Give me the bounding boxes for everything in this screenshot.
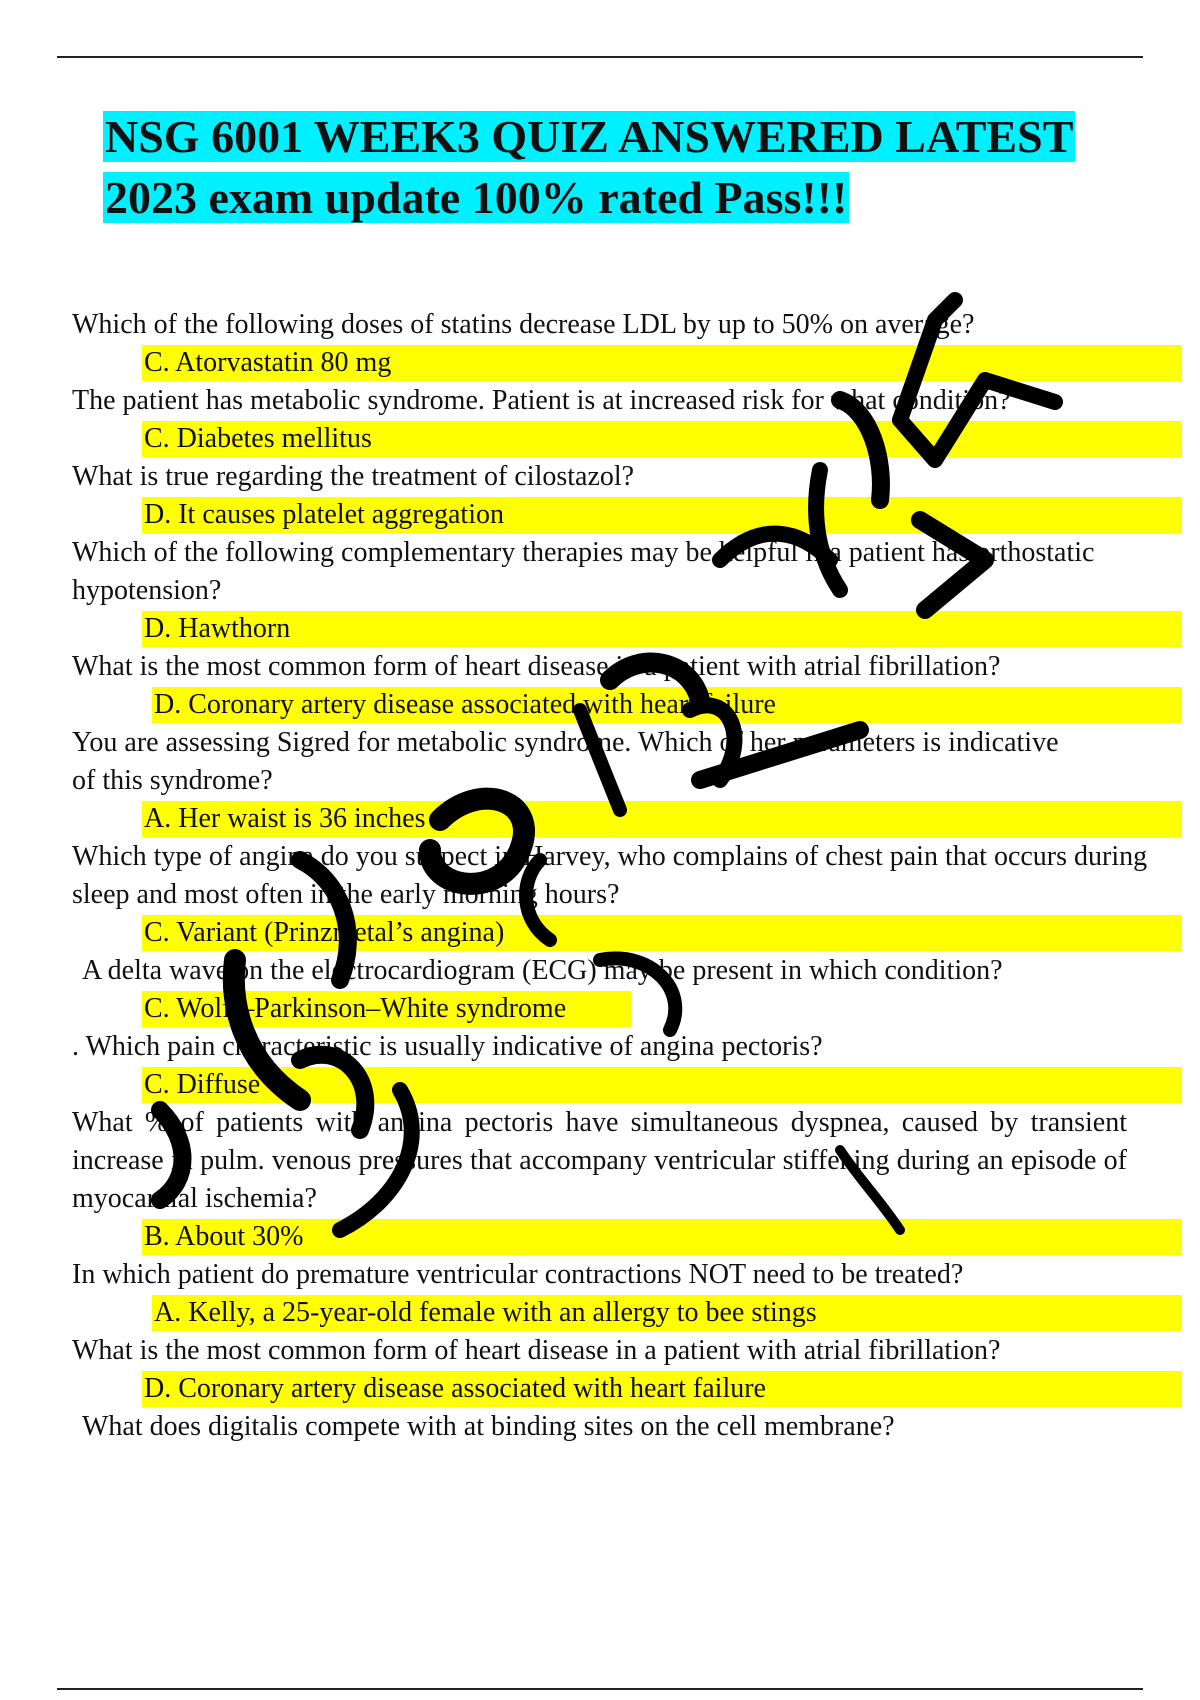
answer-6: A. Her waist is 36 inches	[72, 800, 1182, 838]
page-title	[103, 106, 1075, 228]
question-10: What % of patients with angina pectoris have simultaneous dyspnea, caused by transient increase in pulm. venous pressures that accompany ventricular stiffening during an episode of myocardial ischemia?	[72, 1107, 1127, 1214]
answer-8: C. Wolff–Parkinson–White syndrome	[72, 990, 1182, 1028]
answer-12: D. Coronary artery disease associated with heart failure	[72, 1370, 1182, 1408]
top-rule	[57, 56, 1143, 58]
question-6: You are assessing Sigred for metabolic syndrome. Which of her parameters is indicative of this syndrome?	[72, 727, 1059, 796]
answer-2: C. Diabetes mellitus	[72, 420, 1182, 458]
title-line-1: NSG 6001 WEEK3 QUIZ ANSWERED LATEST	[105, 111, 1074, 162]
question-4: Which of the following complementary therapies may be helpful if a patient has orthostatic hypotension?	[72, 537, 1095, 606]
answer-5: D. Coronary artery disease associated with heart failure	[72, 686, 1182, 724]
answer-11: A. Kelly, a 25-year-old female with an allergy to bee stings	[72, 1294, 1182, 1332]
question-5: What is the most common form of heart disease in a patient with atrial fibrillation?	[72, 651, 1001, 682]
question-3: What is true regarding the treatment of cilostazol?	[72, 461, 635, 492]
bottom-rule	[57, 1688, 1143, 1690]
question-8: A delta wave on the electrocardiogram (ECG) may be present in which condition?	[82, 955, 1003, 986]
answer-7: C. Variant (Prinzmetal’s angina)	[72, 914, 1182, 952]
answer-3: D. It causes platelet aggregation	[72, 496, 1182, 534]
title-line-2: 2023 exam update 100% rated Pass!!!	[105, 172, 848, 223]
question-12: What is the most common form of heart disease in a patient with atrial fibrillation?	[72, 1335, 1001, 1366]
answer-9: C. Diffuse	[72, 1066, 1182, 1104]
question-7: Which type of angina do you suspect in Harvey, who complains of chest pain that occurs during sleep and most often in the early morning hours?	[72, 841, 1148, 910]
question-11: In which patient do premature ventricular contractions NOT need to be treated?	[72, 1259, 964, 1290]
quiz-content	[72, 306, 1182, 1446]
question-1: Which of the following doses of statins decrease LDL by up to 50% on average?	[72, 309, 975, 340]
question-2: The patient has metabolic syndrome. Patient is at increased risk for what condition?	[72, 385, 1011, 416]
answer-10: B. About 30%	[72, 1218, 1182, 1256]
question-13: What does digitalis compete with at binding sites on the cell membrane?	[82, 1411, 895, 1442]
question-9: . Which pain characteristic is usually indicative of angina pectoris?	[72, 1031, 823, 1062]
answer-4: D. Hawthorn	[72, 610, 1182, 648]
answer-1: C. Atorvastatin 80 mg	[72, 344, 1182, 382]
